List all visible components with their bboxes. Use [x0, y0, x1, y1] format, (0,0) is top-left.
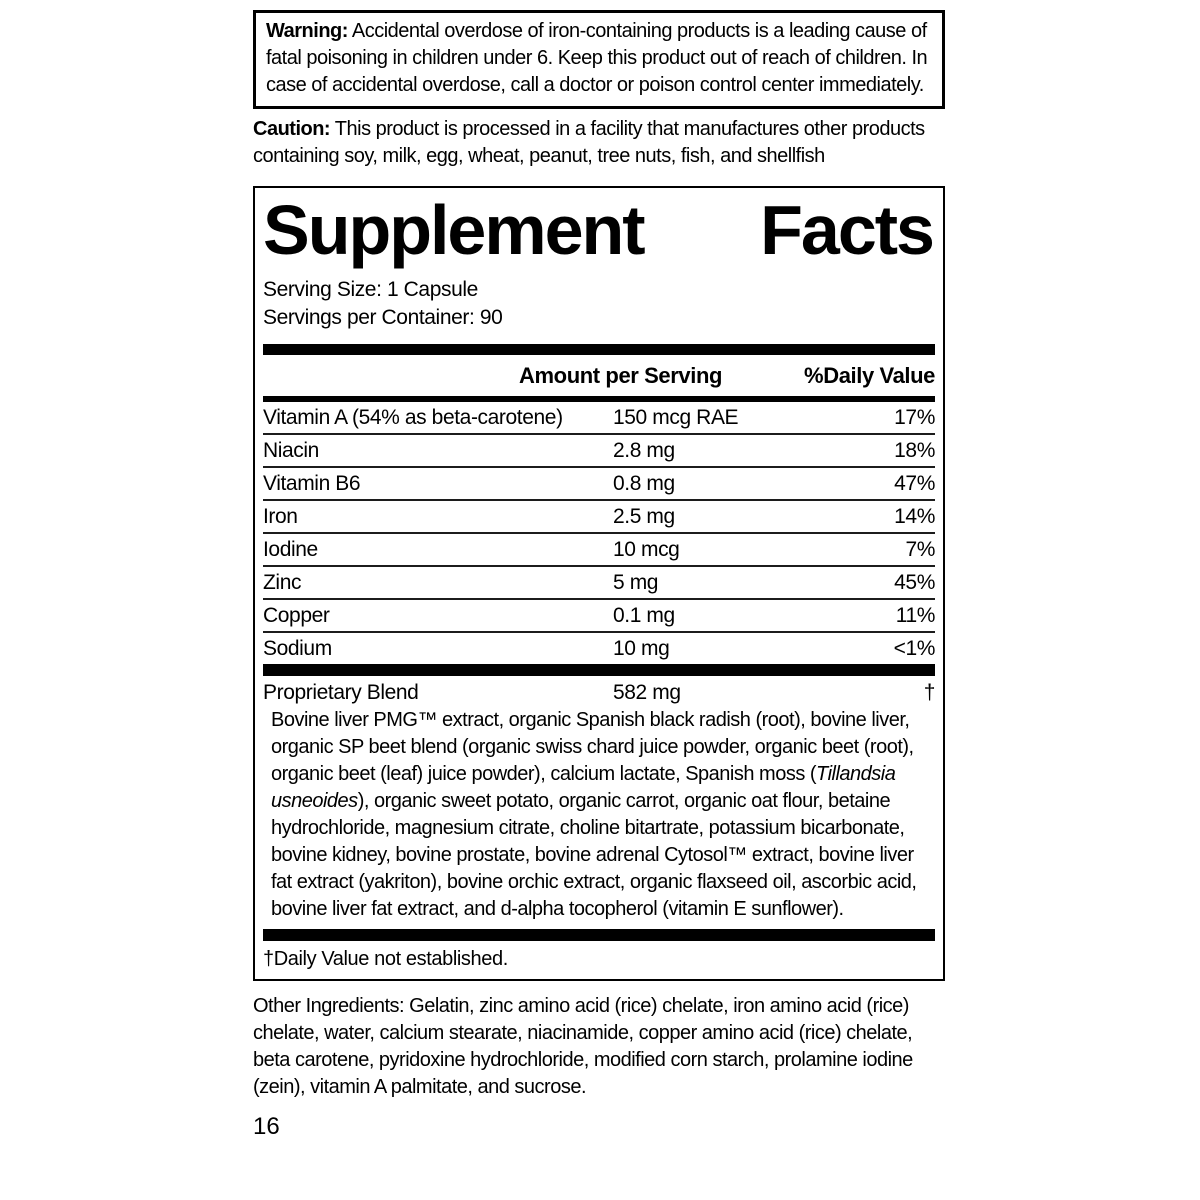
- page-number: 16: [253, 1113, 280, 1140]
- nutrient-name: Zinc: [263, 571, 302, 594]
- nutrient-name: Vitamin B6: [263, 472, 361, 495]
- warning-text: Accidental overdose of iron-containing products is a leading cause of fatal poisoning in children under 6. Keep this product out of reach of children. In case of accidental overdose, call a doctor or poison control center immediately.: [266, 20, 928, 96]
- nutrient-table: [263, 402, 935, 664]
- nutrient-amount: 10 mg: [613, 637, 670, 660]
- supplement-facts-panel: [253, 186, 945, 981]
- nutrient-name: Sodium: [263, 637, 332, 660]
- nutrient-name: Iron: [263, 505, 298, 528]
- servings-per-container: Servings per Container: 90: [263, 306, 503, 329]
- nutrient-name: Niacin: [263, 439, 319, 462]
- nutrient-amount: 2.8 mg: [613, 439, 675, 462]
- nutrient-amount: 2.5 mg: [613, 505, 675, 528]
- table-row: [263, 631, 935, 664]
- divider-bar-bottom: [263, 929, 935, 941]
- serving-size: Serving Size: 1 Capsule: [263, 278, 478, 301]
- nutrient-amount: 10 mcg: [613, 538, 680, 561]
- table-header-row: [263, 355, 935, 396]
- proprietary-blend-row: [263, 676, 935, 707]
- warning-box: [253, 10, 945, 109]
- column-header-amount: Amount per Serving: [519, 363, 723, 388]
- other-ingredients-paragraph: Other Ingredients: Gelatin, zinc amino acid (rice) chelate, iron amino acid (rice) chelate, water, calcium stearate, niacinamide, copper amino acid (rice) chelate, beta carotene, pyridoxine hydrochloride, modified corn starch, prolamine iodine (zein), vitamin A palmitate, and sucrose.: [253, 995, 913, 1098]
- nutrient-daily-value: 11%: [895, 604, 935, 627]
- column-header-daily-value: %Daily Value: [804, 363, 935, 388]
- table-row: [263, 565, 935, 598]
- divider-bar-top: [263, 344, 935, 355]
- table-row: [263, 402, 935, 433]
- nutrient-daily-value: 17%: [894, 406, 935, 429]
- nutrient-daily-value: <1%: [893, 637, 935, 660]
- supplement-facts-title: [263, 192, 935, 270]
- daily-value-footnote: †Daily Value not established.: [263, 948, 508, 970]
- nutrient-daily-value: 7%: [905, 538, 935, 561]
- blend-description-pre: Bovine liver PMG™ extract, organic Spanish black radish (root), bovine liver, organic SP beet blend (organic swiss chard juice powder, organic beet (root), organic beet (leaf) juice powder), calcium lactate, Spanish moss (: [271, 709, 914, 785]
- blend-amount: 582 mg: [613, 681, 681, 704]
- nutrient-daily-value: 47%: [894, 472, 935, 495]
- table-row: [263, 598, 935, 631]
- title-word-facts: Facts: [760, 191, 933, 269]
- caution-paragraph: [253, 116, 945, 170]
- nutrient-name: Vitamin A (54% as beta-carotene): [263, 406, 563, 429]
- nutrient-name: Iodine: [263, 538, 318, 561]
- table-row: [263, 499, 935, 532]
- nutrient-amount: 5 mg: [613, 571, 659, 594]
- label-page: [253, 10, 945, 1141]
- nutrient-name: Copper: [263, 604, 330, 627]
- blend-description-post: ), organic sweet potato, organic carrot, organic oat flour, betaine hydrochloride, magnesium citrate, choline bitartrate, potassium bicarbonate, bovine kidney, bovine prostate, bovine adrenal Cytosol™ extract, bovine liver fat extract (yakriton), bovine orchic extract, organic flaxseed oil, ascorbic acid, bovine liver fat extract, and d-alpha tocopherol (vitamin E sunflower).: [271, 790, 917, 920]
- table-row: [263, 433, 935, 466]
- title-word-supplement: Supplement: [263, 191, 644, 269]
- nutrient-amount: 0.8 mg: [613, 472, 675, 495]
- nutrient-daily-value: 14%: [894, 505, 935, 528]
- blend-species-italic: Tillandsia usneoides: [271, 763, 896, 812]
- warning-label: Warning:: [266, 20, 348, 42]
- blend-daily-value-dagger: †: [923, 681, 935, 704]
- divider-bar-blend-top: [263, 664, 935, 676]
- nutrient-amount: 150 mcg RAE: [613, 406, 739, 429]
- table-row: [263, 466, 935, 499]
- caution-text: This product is processed in a facility that manufactures other products containing soy, milk, egg, wheat, peanut, tree nuts, fish, and shellfish: [253, 118, 925, 167]
- blend-description: [263, 707, 935, 929]
- blend-name: Proprietary Blend: [263, 681, 419, 704]
- serving-info: [263, 276, 935, 332]
- nutrient-daily-value: 18%: [894, 439, 935, 462]
- nutrient-daily-value: 45%: [894, 571, 935, 594]
- caution-label: Caution:: [253, 118, 331, 140]
- nutrient-amount: 0.1 mg: [613, 604, 675, 627]
- table-row: [263, 532, 935, 565]
